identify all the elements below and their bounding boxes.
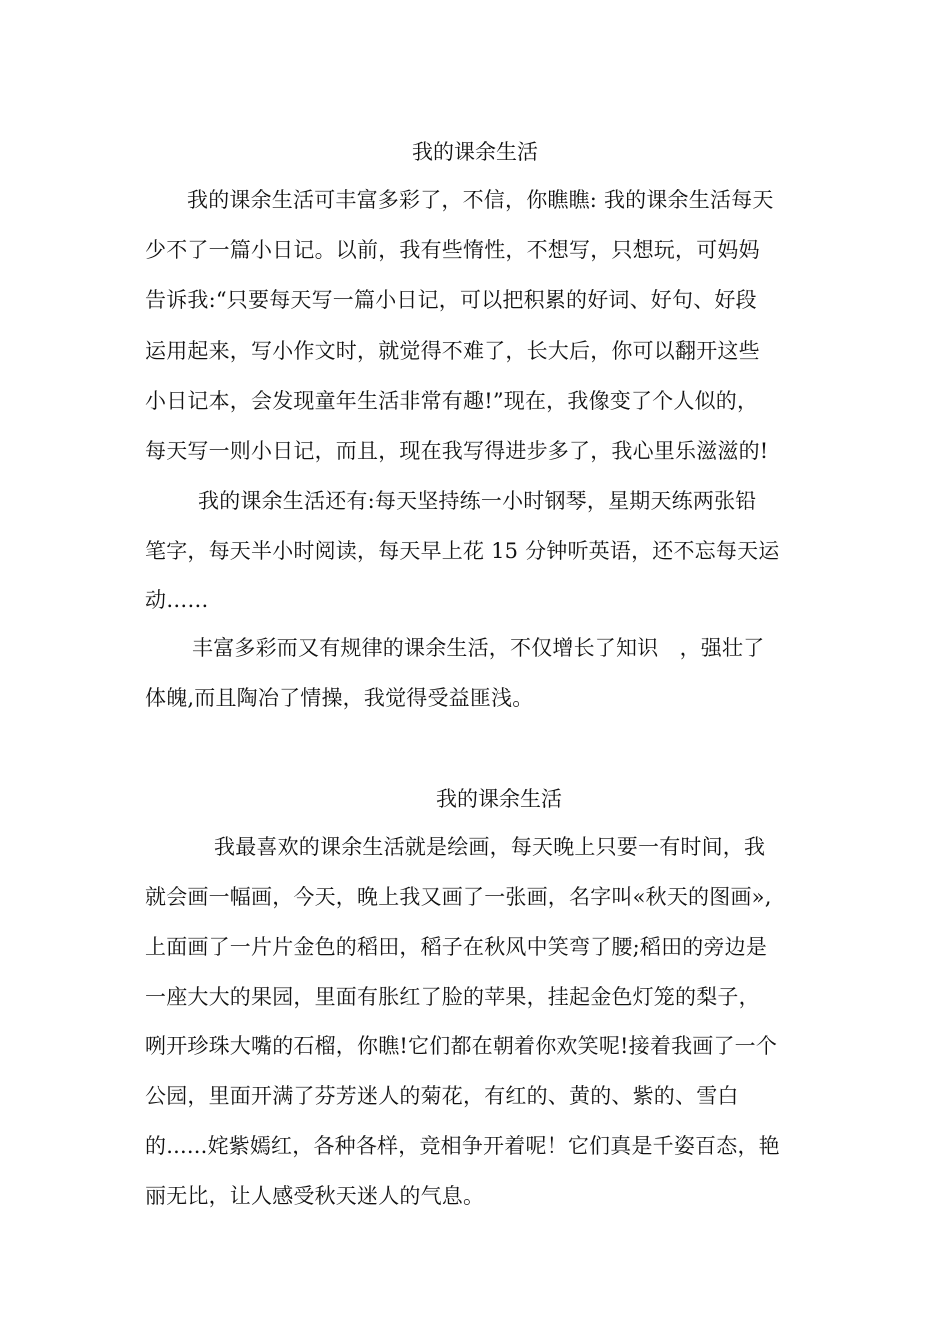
- article-1-line: 笔字，每天半小时阅读，每天早上花 15 分钟听英语，还不忘每天运: [145, 539, 780, 563]
- article-2-line: 就会画一幅画，今天，晚上我又画了一张画，名字叫«秋天的图画»,: [145, 885, 772, 909]
- article-2-line: 我最喜欢的课余生活就是绘画，每天晚上只要一有时间，我: [214, 835, 766, 859]
- article-2-line: 咧开珍珠大嘴的石榴，你瞧!它们都在朝着你欢笑呢!接着我画了一个: [145, 1034, 778, 1058]
- article-2-line: 一座大大的果园，里面有胀红了脸的苹果，挂起金色灯笼的梨子，: [145, 985, 760, 1009]
- article-2-title: 我的课余生活: [436, 787, 562, 811]
- article-1-line: 丰富多彩而又有规律的课余生活，不仅增长了知识 ，强壮了: [192, 636, 765, 660]
- article-2-line: 丽无比，让人感受秋天迷人的气息。: [145, 1184, 485, 1208]
- article-1-line: 小日记本，会发现童年生活非常有趣!”现在，我像变了个人似的，: [145, 389, 759, 413]
- article-1-line: 体魄,而且陶冶了情操，我觉得受益匪浅。: [145, 686, 534, 710]
- article-1-line: 我的课余生活还有:每天坚持练一小时钢琴，星期天练两张铅: [198, 489, 757, 513]
- article-2-line: 公园，里面开满了芬芳迷人的菊花，有红的、黄的、紫的、雪白: [145, 1084, 739, 1108]
- article-1-line: 每天写一则小日记，而且，现在我写得进步多了，我心里乐滋滋的!: [145, 439, 769, 463]
- article-1-line: 我的课余生活可丰富多彩了，不信，你瞧瞧: 我的课余生活每天: [187, 188, 774, 212]
- article-2-line: 的......姹紫嫣红，各种各样，竞相争开着呢！它们真是千姿百态，艳: [145, 1134, 780, 1158]
- article-1-line: 少不了一篇小日记。以前，我有些惰性，不想写，只想玩，可妈妈: [145, 238, 760, 262]
- article-1-title: 我的课余生活: [412, 140, 538, 164]
- article-2-line: 上面画了一片片金色的稻田，稻子在秋风中笑弯了腰;稻田的旁边是: [145, 935, 768, 959]
- article-1-line: 动……: [145, 588, 209, 612]
- article-1-line: 运用起来，写小作文时，就觉得不难了，长大后，你可以翻开这些: [145, 339, 760, 363]
- article-1-line: 告诉我:“只要每天写一篇小日记，可以把积累的好词、好句、好段: [145, 288, 757, 312]
